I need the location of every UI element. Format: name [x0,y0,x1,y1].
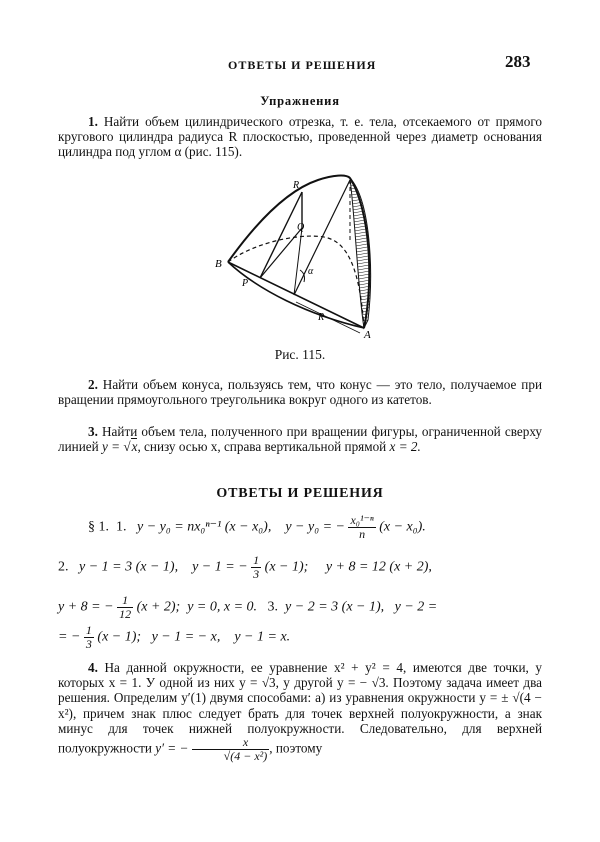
answer-line-1 [88,514,426,541]
answer-4a-right: (x − 1); [97,629,142,645]
page-number: 283 [505,52,531,71]
label-p: P [242,278,249,289]
answer-item-4-text: На данной окружности, ее уравнение x² + y² = 4, имеются две точки, у которых x = 1. У одной из них y = √3, у другой y = − √3. Поэтому задача имеет два решения. Определим y′(1) двумя способами: а) из уравнения окружности y = ± √(4 − x²), причем знак плюс следует брать для точек верхней полуокружности, а знак минус для точек нижней полуокружности. Следовательно, для верхней полуокружности [58,660,543,756]
exercise-1-text: Найти объем цилиндрического отрезка, т. е. тела, отсекаемого от прямого кругового цилиндра радиуса R плоскостью, проведенной через диаметр основания цилиндра под углом α (рис. 115). [58,114,542,160]
exercises-title: Упражнения [260,94,340,108]
answer-3b: y = 0, x = 0. [187,599,258,615]
exercise-3-eq-y: y = [101,439,124,455]
angle-leg [294,228,302,295]
answer-4b: y − 1 = − x, [151,629,221,645]
radius-dimension [296,302,360,333]
answer-4a-left: = − [58,629,81,645]
answer-item-4-number: 4. [88,660,98,675]
answer-3a-den: 12 [119,607,132,621]
running-head: ОТВЕТЫ И РЕШЕНИЯ [228,58,377,72]
exercise-3-number: 3. [88,424,98,439]
answer-item-4-eq-left: y′ = − [155,740,189,756]
answers-title: ОТВЕТЫ И РЕШЕНИЯ [216,486,384,501]
exercise-2 [58,377,542,407]
answer-section: § 1. [88,519,109,535]
answer-2b-num: 1 [253,553,260,567]
figure-caption: Рис. 115. [274,347,326,362]
answer-item-4-eq-num: x [192,736,270,750]
answer-2c: y + 8 = 12 (x + 2), [325,559,432,575]
label-alpha: α [308,266,314,277]
answer-line-2 [58,554,432,581]
answer-1a: y − y₀ = nx₀ⁿ⁻¹ (x − x₀), [137,519,272,535]
answer-3a-num: 1 [117,594,133,608]
answer-line-4 [58,624,290,651]
answer-1b-left: y − y₀ = − [285,519,345,535]
exercise-3-text-a: Найти объем тела, полученного при вращении фигуры, ограниченной сверху линией [58,424,542,455]
page-header [0,52,600,80]
label-r-point: R [293,180,300,191]
exercise-2-text: Найти объем конуса, пользуясь тем, что конус — это тело, получаемое при вращении прямоугольного треугольника вокруг одного из катетов. [58,377,542,408]
answer-2a: y − 1 = 3 (x − 1), [79,559,179,575]
answer-4a-num: 1 [85,623,92,637]
exercise-3-eq-x2: x = 2. [389,439,421,455]
figure-115 [198,170,398,350]
answer-line-3 [58,594,437,621]
label-a: A [364,329,371,341]
label-b: B [215,258,222,270]
label-q: Q [297,222,305,233]
answer-3c: y − 2 = 3 (x − 1), [285,599,385,615]
answer-3a-left: y + 8 = − [58,599,114,615]
answer-2b-left: y − 1 = − [192,559,248,575]
label-radius: R [318,312,325,323]
answer-4c: y − 1 = x. [234,629,291,645]
answer-1b-den: n [359,527,366,541]
answer-2b-right: (x − 1); [264,559,309,575]
answer-3a-right: (x + 2); [136,599,181,615]
answer-item-3: 3. [267,599,279,615]
exercise-3: 3. Найти объем тела, полученного при вращении фигуры, ограниченной сверху линией y = √x, снизу осью x, справа вертикальной прямой x = 2. [58,424,542,455]
diameter-ba [228,262,364,328]
answer-3d: y − 2 = [394,599,438,615]
answer-item-1: 1. [116,519,127,535]
answer-1b-num: x₀¹⁻ⁿ [350,513,374,527]
answer-item-4-eq-den: √(4 − x²) [223,749,268,764]
answer-1b-right: (x − x₀). [379,519,426,535]
answer-item-4-tail: , поэтому [269,740,323,756]
answer-item-2: 2. [58,559,69,575]
exercise-1 [58,114,542,160]
answer-2b-den: 3 [253,567,260,581]
exercise-3-sqrt-x: x [131,439,138,455]
answer-4a-den: 3 [85,637,92,651]
answer-item-4 [58,660,542,763]
exercise-1-number: 1. [88,114,98,129]
exercise-2-number: 2. [88,377,98,392]
exercise-3-text-b: , снизу осью x, справа вертикальной прямой [137,439,387,455]
